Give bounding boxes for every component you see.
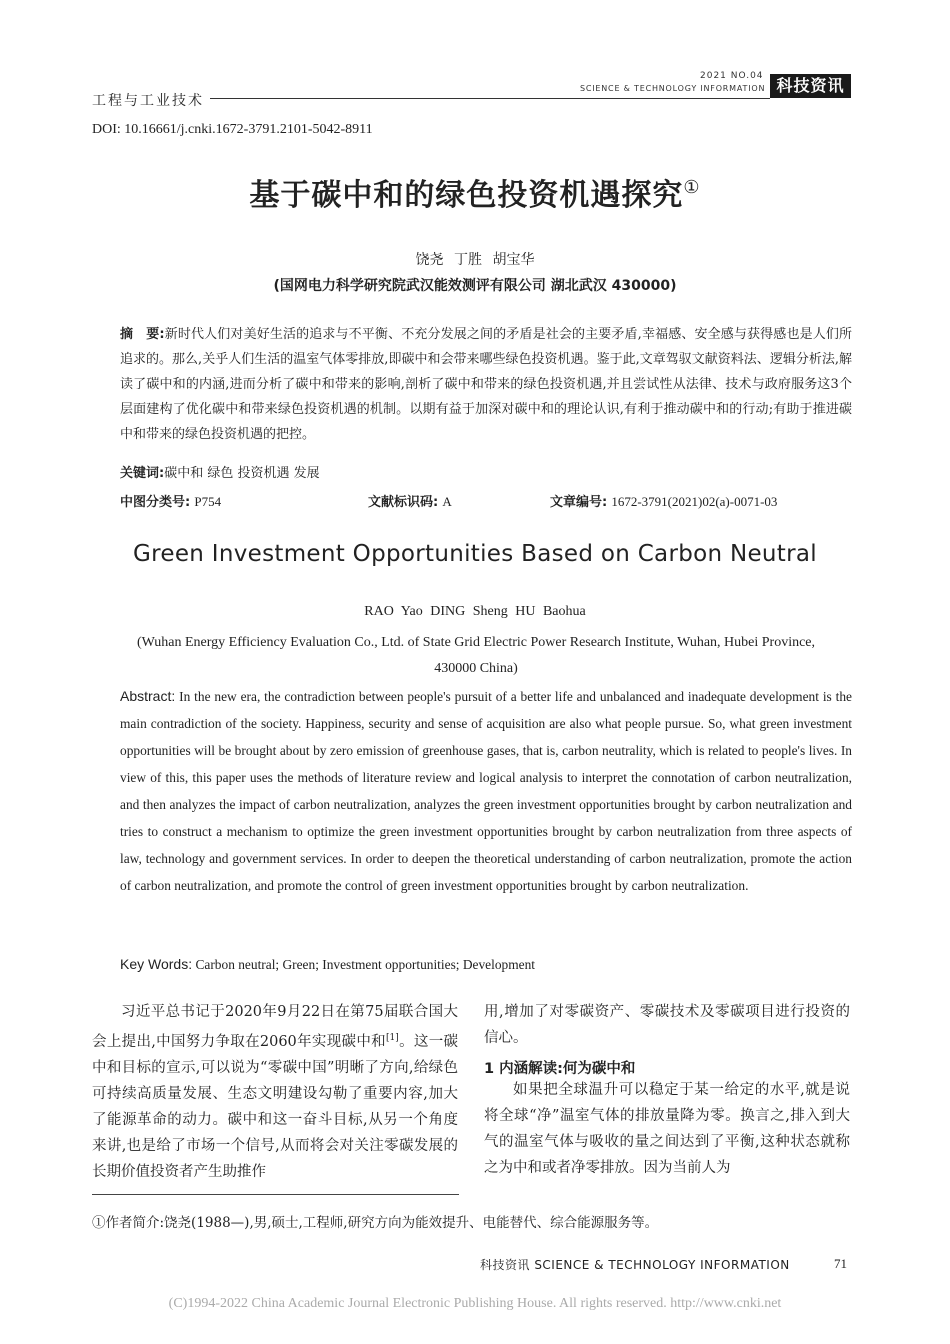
keywords-en-text: Carbon neutral; Green; Investment opportunities; Development xyxy=(195,957,535,972)
copyright-watermark: (C)1994-2022 China Academic Journal Electronic Publishing House. All rights reserved. http://www.cnki.net xyxy=(168,1296,782,1311)
abstract-zh xyxy=(120,322,852,447)
keywords-zh-text: 碳中和 绿色 投资机遇 发展 xyxy=(164,466,320,481)
authors-en: RAO Yao DING Sheng HU Baohua xyxy=(364,604,586,619)
clc-label: 中图分类号: xyxy=(120,495,191,510)
document-code xyxy=(368,491,452,510)
section-heading: 1 内涵解读:何为碳中和 xyxy=(484,1061,636,1077)
keywords-en-label: Key Words: xyxy=(120,956,193,972)
body-paragraph: 习近平总书记于2020年9月22日在第75届联合国大会上提出,中国努力争取在2060年实现碳中和 xyxy=(92,1004,458,1050)
affiliation-en: (Wuhan Energy Efficiency Evaluation Co., Ltd. of State Grid Electric Power Research Institute, Wuhan, Hubei Province, 430000 China) xyxy=(136,635,816,676)
art-label: 文章编号: xyxy=(550,495,608,510)
article-number xyxy=(550,491,777,510)
doc-label: 文献标识码: xyxy=(368,495,439,510)
journal-name-en: SCIENCE & TECHNOLOGY INFORMATION xyxy=(580,84,766,93)
title-note-mark: ① xyxy=(683,177,701,198)
title-zh xyxy=(0,170,950,214)
title-en: Green Investment Opportunities Based on Carbon Neutral xyxy=(133,541,817,567)
body-right-continuation: 用,增加了对零碳资产、零碳技术及零碳项目进行投资的信心。 xyxy=(484,1004,850,1046)
doi: DOI: 10.16661/j.cnki.1672-3791.2101-5042-8911 xyxy=(92,122,373,137)
body-paragraph-cont: 。这一碳中和目标的宣示,可以说为“零碳中国”明晰了方向,给绿色可持续高质量发展、生态文明建设勾勒了重要内容,加大了能源革命的动力。碳中和这一奋斗目标,从另一个角度来讲,也是给了市场一个信号,从而将会对关注零碳发展的长期价值投资者产生助推作 xyxy=(92,1033,459,1180)
keywords-zh xyxy=(120,462,320,481)
keywords-en xyxy=(120,956,535,973)
footnote: ①作者简介:饶尧(1988—),男,硕士,工程师,研究方向为能效提升、电能替代、综合能源服务等。 xyxy=(92,1215,659,1231)
body-right-paragraph: 如果把全球温升可以稳定于某一给定的水平,就是说将全球“净”温室气体的排放量降为零。换言之,排入到大气的温室气体与吸收的量之间达到了平衡,这种状态就称之为中和或者净零排放。因为当前人为 xyxy=(484,1082,850,1176)
clc-value: P754 xyxy=(194,494,222,509)
page-number: 71 xyxy=(834,1256,847,1271)
title-zh-text: 基于碳中和的绿色投资机遇探究 xyxy=(249,178,684,213)
art-value: 1672-3791(2021)02(a)-0071-03 xyxy=(611,494,778,509)
footer-journal: 科技资讯 SCIENCE & TECHNOLOGY INFORMATION xyxy=(480,1258,790,1272)
header-rule xyxy=(210,98,770,99)
footnote-rule xyxy=(92,1194,459,1195)
abstract-zh-text: 新时代人们对美好生活的追求与不平衡、不充分发展之间的矛盾是社会的主要矛盾,幸福感、安全感与获得感也是人们所追求的。那么,关乎人们生活的温室气体零排放,即碳中和会带来哪些绿色投资机遇。鉴于此,文章驾驭文献资料法、逻辑分析法,解读了碳中和的内涵,进而分析了碳中和带来的影响,剖析了碳中和带来的绿色投资机遇,并且尝试性从法律、技术与政府服务这3个层面建构了优化碳中和带来绿色投资机遇的机制。以期有益于加深对碳中和的理论认识,有利于推动碳中和的行动;有助于推进碳中和带来的绿色投资机遇的把控。 xyxy=(120,327,852,442)
clc-number xyxy=(120,491,221,510)
issue-number: 2021 NO.04 xyxy=(700,71,764,81)
abstract-zh-label: 摘 要: xyxy=(120,327,165,342)
abstract-en-label: Abstract: xyxy=(120,688,176,704)
journal-logo: 科技资讯 xyxy=(770,74,851,98)
affiliation-zh: (国网电力科学研究院武汉能效测评有限公司 湖北武汉 430000) xyxy=(273,278,677,294)
abstract-en-text: In the new era, the contradiction between people's pursuit of a better life and unbalanced and inadequate development is the main contradiction of the society. Happiness, security and sense of acquisition are also what people pursue. So, what green investment opportunities will be brought about by zero emission of greenhouse gases, that is, carbon neutrality, which is related to people's lives. In view of this, this paper uses the methods of literature review and logical analysis to interpret the connotation of carbon neutralization, and then analyzes the impact of carbon neutralization, analyzes the green investment opportunities brought by carbon neutralization and tries to construct a mechanism to optimize the green investment opportunities brought by carbon neutralization from three aspects of law, technology and government services. In order to deepen the theoretical understanding of carbon neutralization, promote the action of carbon neutralization, and promote the control of green investment opportunities brought by carbon neutralization. xyxy=(120,689,852,893)
body-left-column xyxy=(92,999,458,1185)
authors-zh: 饶尧 丁胜 胡宝华 xyxy=(415,252,535,268)
column-name: 工程与工业技术 xyxy=(92,93,204,109)
doc-value: A xyxy=(442,494,452,509)
keywords-zh-label: 关键词: xyxy=(120,466,165,481)
reference-mark[interactable]: [1] xyxy=(386,1033,399,1043)
abstract-en xyxy=(120,683,852,899)
